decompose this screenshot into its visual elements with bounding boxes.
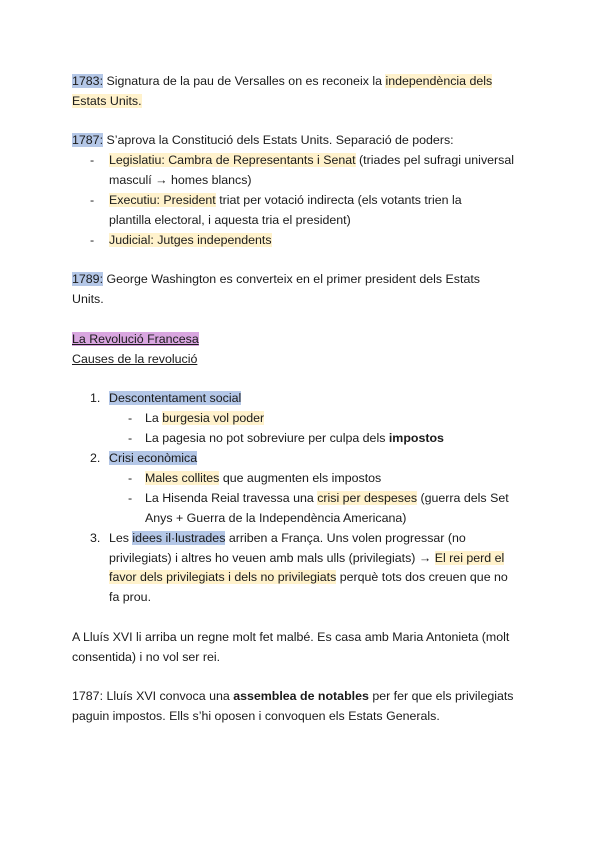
year-1787b: 1787:	[72, 689, 104, 703]
executiu-desc-2: plantilla electoral, i aquesta tria el president)	[109, 212, 351, 227]
cause-1-sub-1-dash	[128, 409, 132, 429]
cause-3-text	[109, 529, 539, 607]
cause-1-number	[90, 389, 100, 409]
cause-2-sub-1-dash	[128, 469, 132, 489]
num: 2.	[90, 451, 101, 465]
highlight: burgesia vol poder	[162, 411, 265, 425]
paragraph-1787	[72, 131, 532, 151]
list-item-legislatiu	[90, 151, 94, 171]
text: per fer que els privilegiats	[368, 689, 514, 703]
cause-label: idees il·lustrades	[132, 531, 226, 545]
judicial-label: Judicial: Jutges independents	[109, 233, 272, 247]
dash: -	[90, 153, 95, 167]
dash: -	[128, 431, 133, 445]
highlight: Males collites	[145, 471, 220, 485]
highlight-1783: independència dels	[385, 74, 493, 88]
lluis-line1: A Lluís XVI li arriba un regne molt fet malbé. Es casa amb Maria Antonieta (molt	[72, 630, 510, 644]
num: 1.	[90, 391, 101, 405]
dash: -	[90, 233, 95, 247]
highlight: crisi per despeses	[317, 491, 418, 505]
section-subtitle	[72, 350, 532, 370]
list-item-judicial-text	[109, 231, 549, 251]
text-line2: paguin impostos. Ells s’hi oposen i convoquen els Estats Generals.	[72, 708, 440, 723]
dash: -	[128, 471, 133, 485]
legislatiu-desc: (triades pel sufragi universal	[355, 153, 514, 167]
text-line4: fa prou.	[109, 589, 152, 604]
line2-1789: Units.	[72, 291, 104, 306]
paragraph-1783	[72, 72, 532, 111]
bold-text: impostos	[388, 431, 444, 445]
paragraph-1789	[72, 270, 532, 309]
year-1787: 1787:	[72, 133, 104, 147]
year-1783: 1783:	[72, 74, 104, 88]
lluis-line2: consentida) i no vol ser rei.	[72, 649, 221, 664]
list-item-judicial	[90, 231, 94, 251]
text: Lluís XVI convoca una	[103, 689, 234, 703]
executiu-label: Executiu: President	[109, 193, 216, 207]
legislatiu-desc-2: masculí → homes blancs)	[109, 172, 252, 187]
text-line2: privilegiats) i altres ho veuen amb mals ulls (privilegiats) →	[109, 550, 435, 565]
text: que augmenten els impostos	[219, 471, 382, 485]
text-1783: Signatura de la pau de Versalles on es reconeix la	[103, 74, 386, 88]
text-line3: perquè tots dos creuen que no	[336, 570, 508, 585]
num: 3.	[90, 531, 101, 545]
text: arriben a França. Uns volen progressar (no	[225, 531, 466, 545]
cause-1-sub-1	[145, 409, 264, 429]
cause-1-sub-2	[145, 429, 444, 449]
text-line2: Anys + Guerra de la Independència Americana)	[145, 510, 407, 525]
paragraph-1787-notables	[72, 687, 532, 726]
cause-2-number	[90, 449, 100, 469]
text-1787: S’aprova la Constitució dels Estats Units. Separació de poders:	[103, 133, 454, 147]
text: La Hisenda Reial travessa una	[145, 491, 318, 505]
cause-3-number	[90, 529, 100, 549]
cause-label: Crisi econòmica	[109, 451, 198, 465]
dash: -	[90, 193, 95, 207]
text: (guerra dels Set	[417, 491, 509, 505]
cause-2-sub-1	[145, 469, 381, 489]
line2-1783: Estats Units.	[72, 93, 142, 108]
cause-label: Descontentament social	[109, 391, 242, 405]
paragraph-lluis	[72, 628, 532, 667]
legislatiu-label: Legislatiu: Cambra de Representants i Senat	[109, 153, 356, 167]
cause-2-sub-2-dash	[128, 489, 132, 509]
section-title	[72, 330, 532, 350]
text: Les	[109, 531, 133, 545]
text: La pagesia no pot sobreviure per culpa dels	[145, 431, 389, 445]
section-title-text: La Revolució Francesa	[72, 332, 199, 346]
cause-2-label	[109, 449, 197, 469]
list-item-executiu-text	[109, 191, 549, 230]
text-1789: George Washington es converteix en el primer president dels Estats	[103, 272, 480, 286]
year-1789: 1789:	[72, 272, 104, 286]
executiu-desc: triat per votació indirecta (els votants trien la	[215, 193, 462, 207]
cause-2-sub-2	[145, 489, 545, 528]
bold-text: assemblea de notables	[233, 689, 369, 703]
cause-1-sub-2-dash	[128, 429, 132, 449]
list-item-legislatiu-text	[109, 151, 549, 190]
highlight-line3: favor dels privilegiats i dels no privilegiats	[109, 570, 337, 585]
dash: -	[128, 411, 133, 425]
dash: -	[128, 491, 133, 505]
text: La	[145, 411, 163, 425]
list-item-executiu	[90, 191, 94, 211]
section-subtitle-text: Causes de la revolució	[72, 352, 198, 366]
cause-1-label	[109, 389, 241, 409]
highlight-line2: El rei perd el	[434, 550, 505, 565]
